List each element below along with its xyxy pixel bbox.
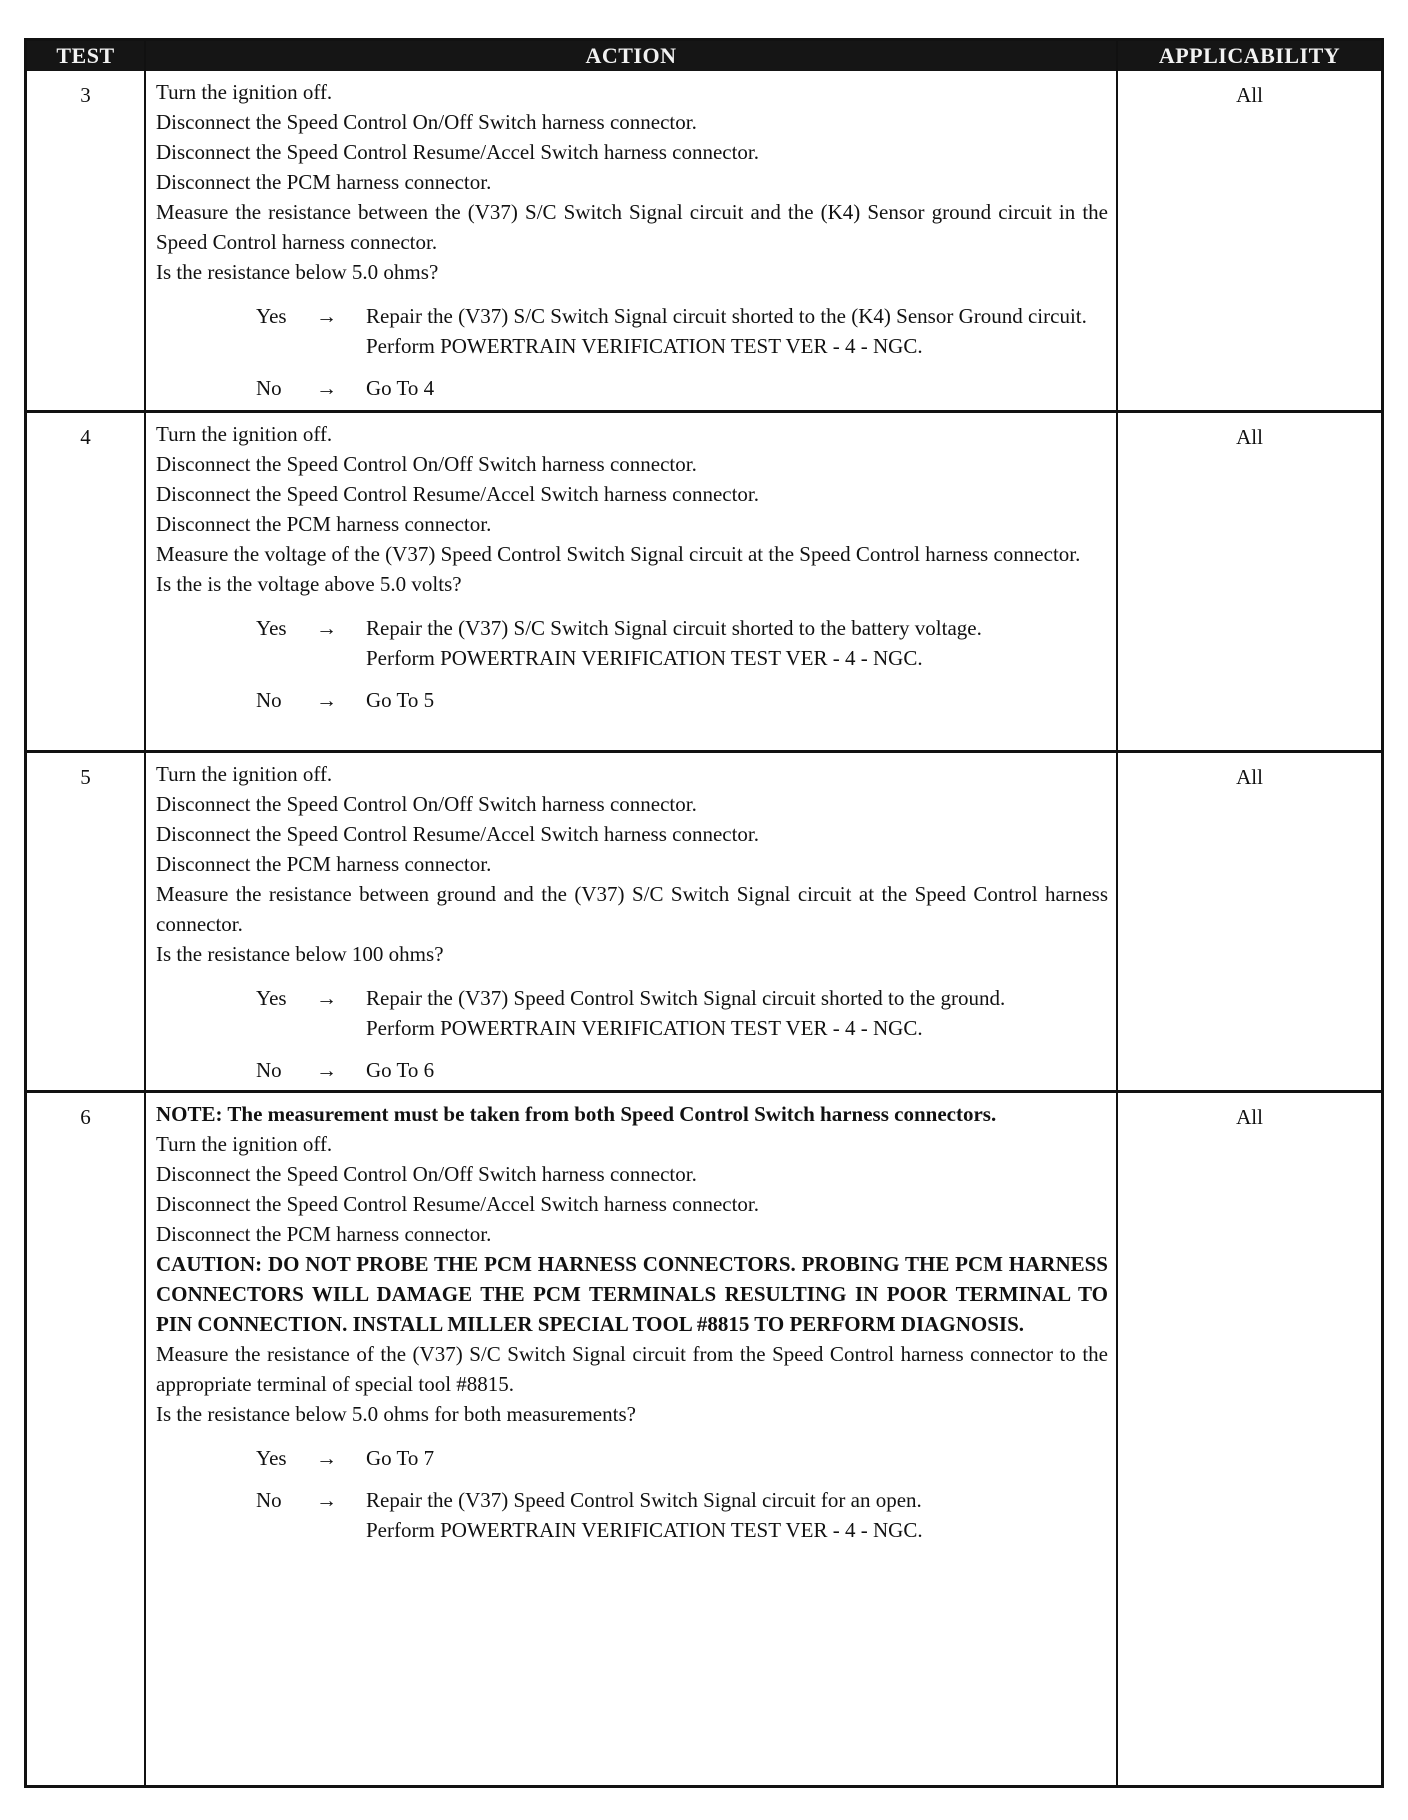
yes-text-line: Perform POWERTRAIN VERIFICATION TEST VER - 4 - NGC. xyxy=(366,334,923,358)
step: Disconnect the PCM harness connector. xyxy=(156,170,492,194)
step: Disconnect the PCM harness connector. xyxy=(156,511,492,536)
step: Disconnect the PCM harness connector. xyxy=(156,1221,492,1246)
yes-label: Yes xyxy=(256,985,287,1010)
step: Disconnect the Speed Control On/Off Switch harness connector. xyxy=(156,110,697,134)
yes-text xyxy=(366,613,1108,673)
step: Measure the resistance of the (V37) S/C Switch Signal circuit from the Speed Control harness connector to the appropriate terminal of special tool #8815. xyxy=(156,1341,1108,1396)
no-label: No xyxy=(256,376,282,400)
test-number: 6 xyxy=(27,1091,145,1785)
applicability-value: All xyxy=(1117,71,1381,411)
step: Disconnect the Speed Control Resume/Accel Switch harness connector. xyxy=(156,140,760,164)
right-arrow-icon: → xyxy=(316,687,337,712)
caution: CAUTION: DO NOT PROBE THE PCM HARNESS CONNECTORS. PROBING THE PCM HARNESS CONNECTORS WILL DAMAGE THE PCM TERMINALS RESULTING IN POOR TERMINAL TO PIN CONNECTION. INSTALL MILLER SPECIAL TOOL #8815 TO PERFORM DIAGNOSIS. xyxy=(156,1251,1108,1336)
step: Measure the voltage of the (V37) Speed Control Switch Signal circuit at the Speed Control harness connector. xyxy=(156,541,1081,566)
yes-text-line: Perform POWERTRAIN VERIFICATION TEST VER - 4 - NGC. xyxy=(366,1015,923,1040)
header-applicability: APPLICABILITY xyxy=(1117,41,1381,71)
right-arrow-icon: → xyxy=(316,1445,337,1470)
yes-label: Yes xyxy=(256,1445,287,1470)
test-row-6 xyxy=(27,1091,1381,1785)
no-response xyxy=(156,1055,1108,1085)
applicability-value: All xyxy=(1117,1091,1381,1785)
action-cell xyxy=(145,71,1117,411)
no-response xyxy=(156,1485,1108,1545)
yes-text-line: Repair the (V37) S/C Switch Signal circuit shorted to the battery voltage. xyxy=(366,615,982,640)
question: Is the is the voltage above 5.0 volts? xyxy=(156,571,462,596)
yes-text-line: Repair the (V37) S/C Switch Signal circuit shorted to the (K4) Sensor Ground circuit. xyxy=(366,304,1087,328)
header-test: TEST xyxy=(27,41,145,71)
action-cell xyxy=(145,751,1117,1091)
step: Turn the ignition off. xyxy=(156,761,333,786)
no-text: Go To 5 xyxy=(366,687,435,712)
test-number: 5 xyxy=(27,751,145,1091)
test-table xyxy=(27,41,1381,1785)
right-arrow-icon: → xyxy=(316,1487,337,1512)
no-text xyxy=(366,1485,1108,1545)
test-number: 4 xyxy=(27,411,145,751)
no-label: No xyxy=(256,1057,282,1082)
right-arrow-icon: → xyxy=(316,304,337,328)
test-row-4 xyxy=(27,411,1381,751)
test-row-3 xyxy=(27,71,1381,411)
question: Is the resistance below 5.0 ohms? xyxy=(156,260,439,284)
test-row-5 xyxy=(27,751,1381,1091)
applicability-value: All xyxy=(1117,411,1381,751)
right-arrow-icon: → xyxy=(316,985,337,1010)
right-arrow-icon: → xyxy=(316,615,337,640)
yes-text: Go To 7 xyxy=(366,1445,435,1470)
yes-text xyxy=(366,301,1108,361)
diagnostic-test-table xyxy=(24,38,1384,1788)
yes-label: Yes xyxy=(256,304,287,328)
yes-response xyxy=(156,301,1108,361)
no-response xyxy=(156,373,1108,403)
yes-response xyxy=(156,613,1108,673)
step: Disconnect the PCM harness connector. xyxy=(156,851,492,876)
no-text-line: Perform POWERTRAIN VERIFICATION TEST VER - 4 - NGC. xyxy=(366,1517,923,1542)
yes-text xyxy=(366,983,1108,1043)
no-label: No xyxy=(256,687,282,712)
step: Turn the ignition off. xyxy=(156,421,333,446)
no-text-line: Repair the (V37) Speed Control Switch Signal circuit for an open. xyxy=(366,1487,922,1512)
yes-response xyxy=(156,1443,1108,1473)
no-label: No xyxy=(256,1487,282,1512)
action-cell xyxy=(145,411,1117,751)
step: Turn the ignition off. xyxy=(156,1131,333,1156)
step: Measure the resistance between the (V37) S/C Switch Signal circuit and the (K4) Sensor ground circuit in the Speed Control harness connector. xyxy=(156,200,1108,254)
note: NOTE: The measurement must be taken from both Speed Control Switch harness connectors. xyxy=(156,1101,997,1126)
step: Disconnect the Speed Control Resume/Accel Switch harness connector. xyxy=(156,821,760,846)
test-number: 3 xyxy=(80,83,91,107)
step: Measure the resistance between ground and the (V37) S/C Switch Signal circuit at the Speed Control harness connector. xyxy=(156,881,1108,936)
step: Turn the ignition off. xyxy=(156,80,333,104)
header-row xyxy=(27,41,1381,71)
question: Is the resistance below 100 ohms? xyxy=(156,941,444,966)
step: Disconnect the Speed Control On/Off Switch harness connector. xyxy=(156,791,697,816)
question: Is the resistance below 5.0 ohms for both measurements? xyxy=(156,1401,636,1426)
right-arrow-icon: → xyxy=(316,376,337,400)
yes-text-line: Repair the (V37) Speed Control Switch Signal circuit shorted to the ground. xyxy=(366,985,1006,1010)
header-action: ACTION xyxy=(145,41,1117,71)
applicability-value: All xyxy=(1117,751,1381,1091)
right-arrow-icon: → xyxy=(316,1057,337,1082)
step: Disconnect the Speed Control On/Off Switch harness connector. xyxy=(156,451,697,476)
no-text: Go To 6 xyxy=(366,1057,435,1082)
step: Disconnect the Speed Control Resume/Accel Switch harness connector. xyxy=(156,1191,760,1216)
action-cell xyxy=(145,1091,1117,1785)
yes-label: Yes xyxy=(256,615,287,640)
step: Disconnect the Speed Control On/Off Switch harness connector. xyxy=(156,1161,697,1186)
yes-text-line: Perform POWERTRAIN VERIFICATION TEST VER - 4 - NGC. xyxy=(366,645,923,670)
yes-response xyxy=(156,983,1108,1043)
no-response xyxy=(156,685,1108,715)
step: Disconnect the Speed Control Resume/Accel Switch harness connector. xyxy=(156,481,760,506)
no-text: Go To 4 xyxy=(366,376,435,400)
